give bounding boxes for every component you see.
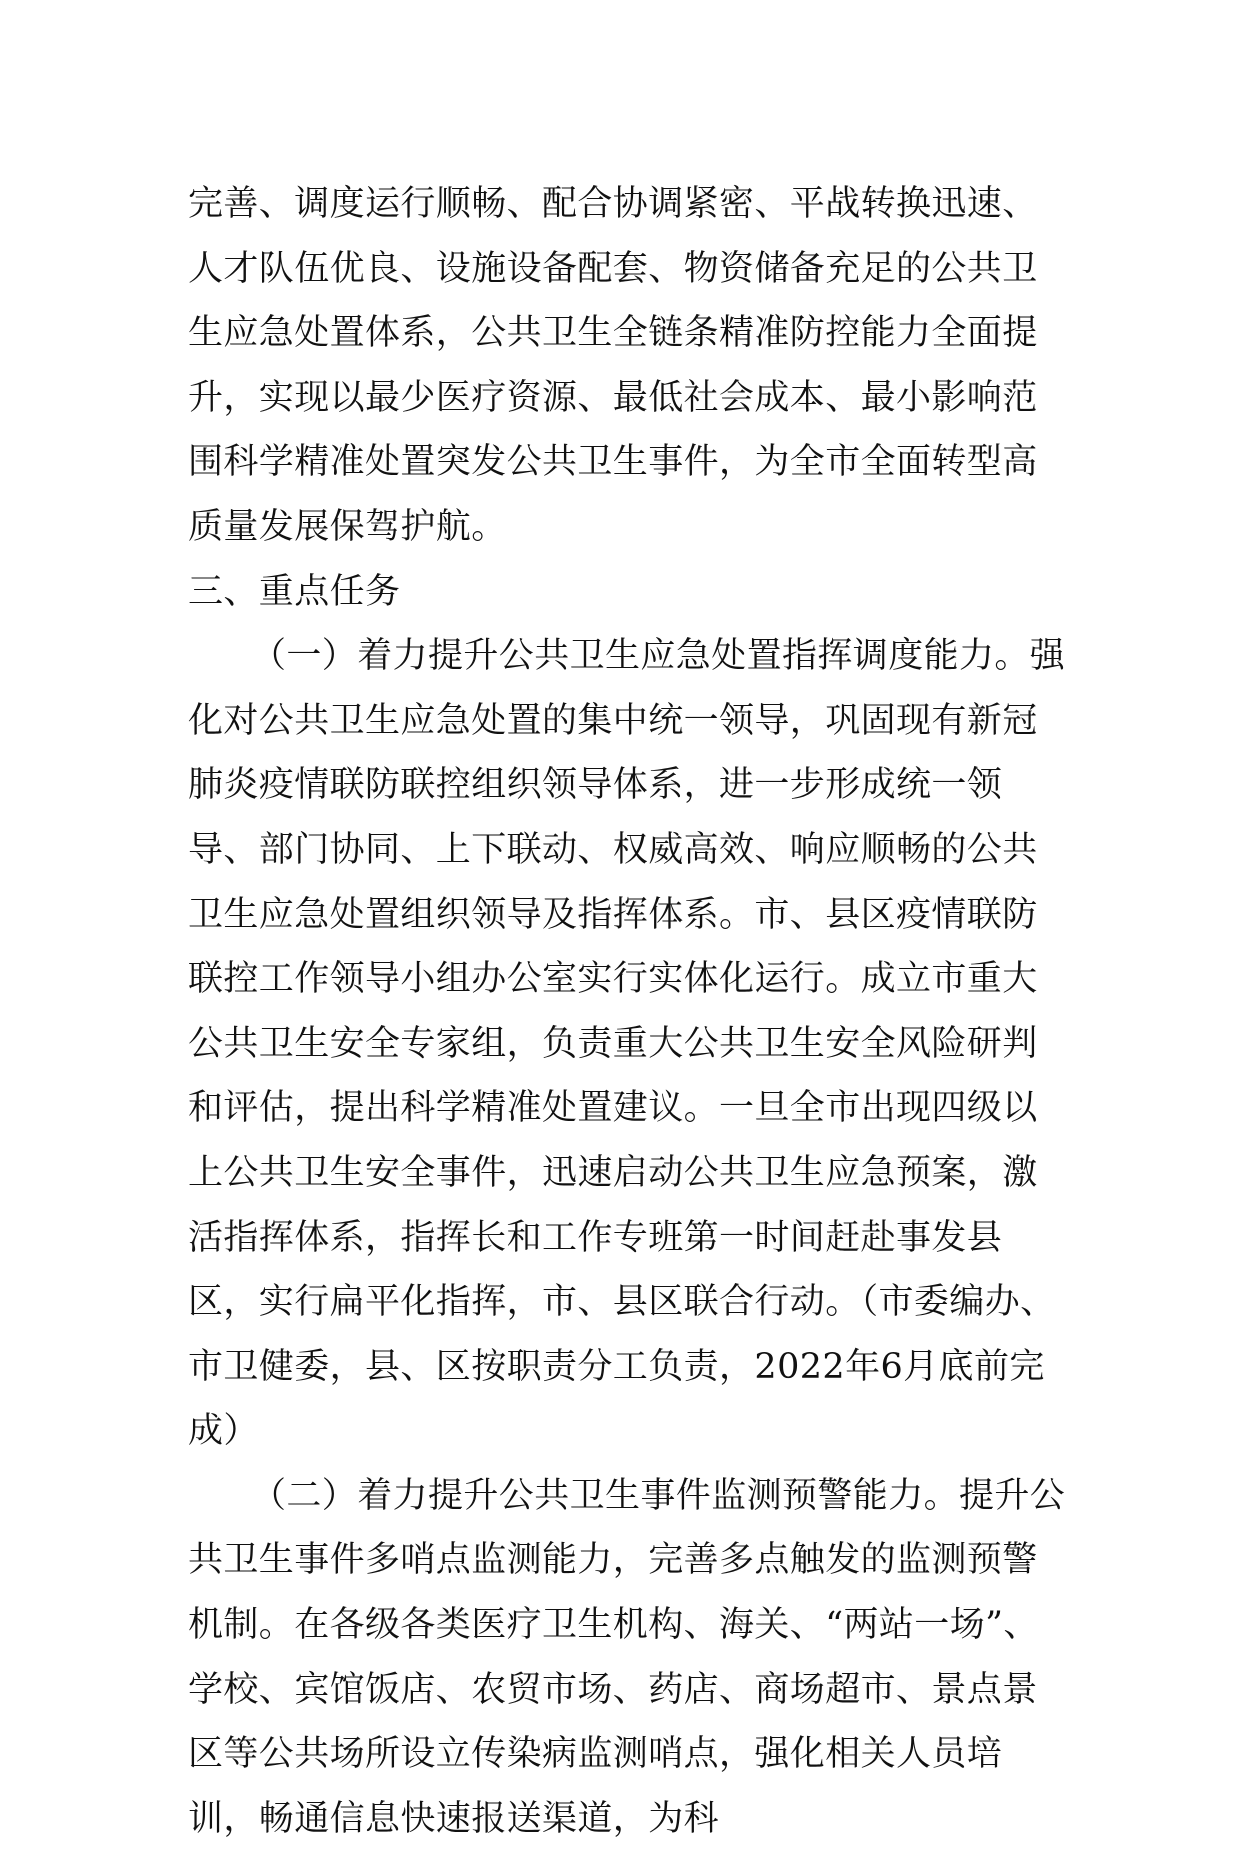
document-body: [188, 172, 1068, 1851]
task-paragraph-1: （一）着力提升公共卫生应急处置指挥调度能力。强化对公共卫生应急处置的集中统一领导，巩固现有新冠肺炎疫情联防联控组织领导体系，进一步形成统一领导、部门协同、上下联动、权威高效、响应顺畅的公共卫生应急处置组织领导及指挥体系。市、县区疫情联防联控工作领导小组办公室实行实体化运行。成立市重大公共卫生安全专家组，负责重大公共卫生安全风险研判和评估，提出科学精准处置建议。一旦全市出现四级以上公共卫生安全事件，迅速启动公共卫生应急预案，激活指挥体系，指挥长和工作专班第一时间赶赴事发县区，实行扁平化指挥，市、县区联合行动。（市委编办、市卫健委，县、区按职责分工负责，2022年6月底前完成）: [188, 636, 1066, 1452]
section-heading-key-tasks: 三、重点任务: [188, 571, 401, 612]
goal-paragraph-continuation: 完善、调度运行顺畅、配合协调紧密、平战转换迅速、人才队伍优良、设施设备配套、物资储备充足的公共卫生应急处置体系，公共卫生全链条精准防控能力全面提升，实现以最少医疗资源、最低社会成本、最小影响范围科学精准处置突发公共卫生事件，为全市全面转型高质量发展保驾护航。: [188, 184, 1038, 547]
task-paragraph-2: （二）着力提升公共卫生事件监测预警能力。提升公共卫生事件多哨点监测能力，完善多点触发的监测预警机制。在各级各类医疗卫生机构、海关、“两站一场”、学校、宾馆饭店、农贸市场、药店、商场超市、景点景区等公共场所设立传染病监测哨点，强化相关人员培训，畅通信息快速报送渠道，为科: [188, 1475, 1066, 1839]
